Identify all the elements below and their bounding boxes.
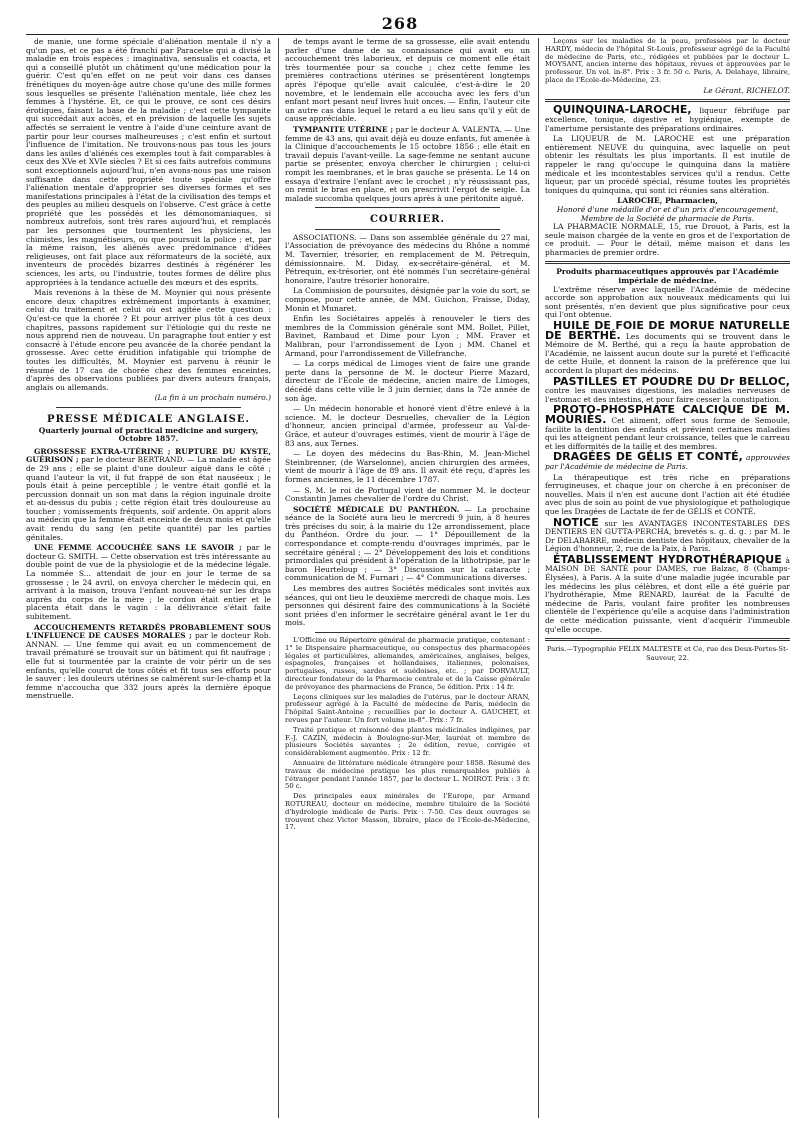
ad-title: ÉTABLISSEMENT HYDROTHÉRAPIQUE [553, 552, 782, 566]
article-title: UNE FEMME ACCOUCHÉE SANS LE SAVOIR ; [34, 543, 242, 553]
ad-body: Les documents qui se trouvent dans le Mémoire de M. Berthé, qui a reçu la haute approbation de l'Académie, ne laissent aucun doute sur la pureté et l'efficacité de cette Huile, et donnent la raison de la préférence que lui accordent la plupart des médecins. [545, 331, 790, 375]
column-divider [278, 38, 279, 1118]
ad-body: Cet aliment, offert sous forme de Semoule, facilite la dentition des enfants et prévient certaines maladies qui les atteignent pendant leur croissance, telles que le carreau et les difformités de la taille et des membres. [545, 415, 790, 451]
ad-body: La thérapeutique est très riche en préparations ferrugineuses, et chaque jour on cherche à en préconiser de nouvelles. Mais il n'en est aucune dont l'action ait été étudiée avec plus de soin au point de vue physiologique et pathologique que les Dragées de Lactate de fer de GÉLIS et CONTÉ. [545, 472, 790, 516]
ad-title: HUILE DE FOIE DE MORUE NATURELLE DE BERTHÉ. [545, 319, 790, 342]
paragraph: Les membres des autres Sociétés médicales sont invités aux séances, qui ont lieu le deuxième mercredi de chaque mois. Les personnes qui désirent faire des communications à la Société sont priées d'en informer le secrétaire général avant le 1er du mois. [285, 584, 530, 628]
paragraph: de temps avant le terme de sa grossesse, elle avait entendu parler d'une dame de sa connaissance qui avait eu un accouchement très laborieux, et depuis ce moment elle était très tourmentée pour sa couche ; chez cette femme les premières contractions utérines se présentèrent longtemps après l'époque qu'elle avait calculée, c'est-à-dire le 20 novembre, et le lendemain elle accoucha avec les fers d'un enfant mort pesant neuf livres huit onces. — Enfin, l'auteur cite un autre cas dans lequel le retard a eu lieu sans qu'il y eût de cause appréciable. [285, 38, 530, 124]
ad-body: contre les mauvaises digestions, les maladies nerveuses de l'estomac et des intestins, et pour faire cesser la constipation. [545, 386, 790, 404]
ad-title: QUINQUINA-LAROCHE, [553, 103, 692, 117]
paragraph: — Le doyen des médecins du Bas-Rhin, M. Jean-Michel Steinbrenner, (de Warselonne), ancien chirurgien des armées, vient de mourir à l'âge de 89 ans. Il avait été reçu, d'après les formes anciennes, le 11 décembre 1787. [285, 449, 530, 484]
ad-section-title: Produits pharmaceutiques approuvés par l'Académie impériale de médecine. [556, 267, 779, 286]
article-title: TYMPANITE UTÉRINE ; [293, 124, 394, 134]
divider [315, 229, 500, 230]
book-ad: Des principales eaux minérales de l'Europe, par Armand ROTUREAU, docteur en médecine, membre titulaire de la Société d'hydrologie médicale de Paris. Prix : 7-50. Ces deux ouvrages se trouvent chez Victor Masson, libraire, place de l'École-de-Médecine, 17. [285, 792, 530, 832]
paragraph: ASSOCIATIONS. — Dans son assemblée générale du 27 mai, l'Association de prévoyance des médecins du Rhône a nommé M. Tavernier, trésorier, en remplacement de M. Pétrequin, démissionnaire. M. Diday, ex-secrétaire-général, et M. Pétrequin, ex-trésorier, ont été nommés l'un secrétaire-général honoraire, l'autre trésorier honoraire. [285, 232, 530, 285]
ad-body: sur les AVANTAGES INCONTESTABLES DES DENTIERS EN GUTTA-PERCHA, brevetés s. g. d. g. ; par M. le Dr DELABARRE, médecin dentiste des hôpitaux, chevalier de la Légion d'honneur, 2, rue de la Paix, à Paris. [545, 518, 790, 554]
article-body: par le docteur G. SMITH. — Cette observation est très intéressante au double point de vue de la physiologie et de la médecine légale. La nommée S... attendait de jour en jour le terme de sa grossesse ; le 24 avril, on envoya chercher le médecin qui, en arrivant à la maison, trouva l'enfant nouveau-né sur les draps auprès du corps de la mère ; le cordon était entier et le placenta était dans le vagin : la délivrance s'était faite subitement. [26, 543, 271, 621]
ad-signature: LAROCHE, Pharmacien, [617, 196, 718, 206]
book-ad: Traité pratique et raisonné des plantes médicinales indigènes, par F.-J. CAZIN, médecin à Boulogne-sur-Mer, lauréat et membre de plusieurs Sociétés savantes ; 2e édition, revue, corrigée et considérablement augmentée. Prix : 12 fr. [285, 725, 530, 758]
ad-body: LA PHARMACIE NORMALE, 15, rue Drouot, à Paris, est la seule maison chargée de la vente en gros et de l'exportation de ce produit. — Pour le détail, même maison et dans les pharmacies de premier ordre. [545, 222, 790, 257]
ad-title: NOTICE [553, 515, 599, 529]
divider [545, 99, 790, 102]
paragraph: Enfin les Sociétaires appelés à renouveler le tiers des membres de la Commission générale sont MM. Bollet, Pillet, Bavinet, Rambaud et Dime pour Lyon ; MM. Fraver et Malibran, pour l'arrondissement de Lyon ; MM. Chanel et Armand, pour l'arrondissement de Villefranche. [285, 314, 530, 358]
column-middle [285, 38, 530, 1120]
ad-body: à MAISON DE SANTÉ pour DAMES, rue Balzac, 8 (Champs-Élysées), à Paris. A la suite d'une maladie jugée incurable par les médecins les plus célèbres, et dont elle a été guérie par l'hydrothérapie, Mme RENARD, lauréat de la Faculté de médecine de Paris, voulant faire profiter les nombreuses clientèle de l'expérience qu'elle a acquise dans l'administration de cette médication puissante, vient d'acquérir l'immeuble qu'elle occupe. [545, 555, 790, 634]
article-body: par le docteur A. VALENTA. — Une femme de 43 ans, qui avait déjà eu douze enfants, fut amenée à la Clinique d'accouchements le 15 octobre 1856 ; elle était en travail depuis l'avant-veille. La sage-femme ne sentant aucune partie se présenter, envoya chercher le chirurgien ; celui-ci rompit les membranes, et le bras gauche se présenta. Le 14 on essaya d'extraire l'enfant avec le crochet ; n'y réussissant pas, on remit le bras en place, et on prescrivit l'ergot de seigle. La malade succomba quelques jours après à une péritonite aiguë. [285, 124, 530, 203]
article-title: SOCIÉTÉ MÉDICALE DU PANTHÉON. [293, 504, 460, 514]
divider [56, 407, 241, 408]
page-number: 268 [381, 14, 419, 33]
ad-body: L'extrême réserve avec laquelle l'Académie de médecine accorde son approbation aux nouveaux médicaments qui lui sont présentés, n'en devient que plus significative pour ceux qui l'ont obtenue. [545, 284, 790, 320]
header-rule [26, 34, 788, 35]
ad-title: DRAGÉES DE GÉLIS ET CONTÉ, [553, 450, 743, 464]
paragraph: — S. M. le roi de Portugal vient de nommer M. le docteur Constantin James chevalier de l'ordre du Christ. [285, 485, 530, 504]
paragraph: La Commission de poursuites, désignée par la voie du sort, se compose, pour cette année, de MM. Guichon, Fraisse, Diday, Monin et Munaret. [285, 286, 530, 313]
column-left [26, 38, 271, 1120]
paragraph: Mais revenons à la thèse de M. Moynier qui nous présente encore deux chapitres extrêmement importants à examiner, celui du traitement et celui où est agitée cette question : Qu'est-ce que la chorée ? Et pour arriver plus tôt à ces deux chapitres, passons rapidement sur l'étiologie qui du reste ne nous apprend rien de nouveau. Un paragraphe tout entier y est consacré à l'étude encore peu avancée de la chorée pendant la grossesse. Avec cette érudition infatigable qui triomphe de toutes les difficultés, M. Moynier est parvenu à réunir le résumé de 17 cas de chorée chez des femmes enceintes, d'après des observations publiées par divers auteurs français, anglais ou allemands. [26, 288, 271, 392]
ad-title: PROTO-PHOSPHATE CALCIQUE DE M. MOURIÈS. [545, 403, 790, 426]
article-title: GROSSESSE EXTRA-UTÉRINE ; RUPTURE DU KYSTE, GUÉRISON ; [26, 446, 271, 465]
paragraph: — Un médecin honorable et honoré vient d'être enlevé à la science. M. le docteur Desruelles, chevalier de la Légion d'honneur, ancien principal d'armée, professeur au Val-de-Grâce, et auteur d'ouvrages estimés, vient de mourir à l'âge de 83 ans, aux Ternes. [285, 404, 530, 448]
continuation-note: (La fin à un prochain numéro.) [154, 393, 271, 403]
book-ad: Leçons sur les maladies de la peau, professées par le docteur HARDY, médecin de l'hôpital St-Louis, professeur agrégé de la Faculté de médecine de Paris, etc., rédigées et publiées par le docteur L. MOYSANT, ancien interne des hôpitaux, revues et approuvées par le professeur. Un vol. in-8°. Prix : 3 fr. 50 c. Paris, A. Delahaye, libraire, place de l'École-de-Médecine, 23. [545, 38, 790, 84]
ad-signature-sub: Honoré d'une médaille d'or et d'un prix d'encouragement, Membre de la Société de pharmacie de Paris. [556, 204, 779, 223]
paragraph: de manie, une forme spéciale d'aliénation mentale il n'y a qu'un pas, et ce pas a été franchi par Paracelse qui a divisé la maladie en trois espèces : imaginativa, sensualis et coacta, et qui a conseillé plutôt un châtiment qu'une médication pour la guérir. C'est qu'en effet on ne peut voir dans ces danses frénétiques du moyen-âge autre chose qu'une des mille formes sous lesquelles se présente l'aliénation mentale, liée chez les femmes à l'hystérie. Et, ce qui le prouve, ce sont ces désirs érotiques, faisant la base de la maladie ; c'est cette tympanite qui succédait aux accès, et en prévision de laquelle les sujets affectés se serraient le ventre à l'aide d'une ceinture avant de partir pour leur courses malheureuses ; c'est enfin et surtout l'influence de l'imitation. Ne trouvons-nous pas tous les jours dans les asiles d'aliénés ces exemples tout à fait comparables à ceux des XVe et XVIe siècles ? Et si ces faits autrefois communs sont exceptionnels aujourd'hui, n'en avons-nous pas une raison suffisante dans cette propriété toute spéciale qu'offre l'aliénation mentale d'approprier ses diverses formes et ses manifestations principales à l'état de la civilisation des temps et des peuples au milieu desquels on l'observe. C'est grâce à cette propriété que les possédés et les démonomaniaques, si nombreux autrefois, sont très rares aujourd'hui, et remplacés par les personnes que tourmentent les physiciens, les chimistes, les magnétiseurs, ou que poursuit la police ; et, par la même raison, les aliénés avec prédominance d'idées religieuses, ont fait place aux réformateurs de la société, aux inventeurs de procédés bizarres destinés à régénérer les sciences, les arts, ou l'industrie, toutes formes de délire plus appropriées à la tendance actuelle des mœurs et des esprits. [26, 38, 271, 287]
divider [545, 261, 790, 264]
article-body: — La prochaine séance de la Société aura lieu le mercredi 9 juin, à 8 heures très précises du soir, à la mairie du 12e arrondissement, place du Panthéon. Ordre du jour. — 1° Dépouillement de la correspondance et compte-rendu d'ouvrages imprimés, par le secrétaire général ; — 2° Développement des lois et conditions primordiales qui président à l'opération de la lithotripsie, par le baron Heurteloup ; — 3° Discussion sur la cataracte ; communication de M. Furnari ; — 4° Communications diverses. [285, 504, 530, 583]
book-ad: Leçons cliniques sur les maladies de l'utérus, par le docteur ARAN, professeur agrégé à la Faculté de médecine de Paris, médecin de l'hôpital Saint-Antoine ; recueillies par le docteur A. GAUCHET, et revues par l'auteur. Un fort volume in-8°. Prix : 7 fr. [285, 692, 530, 724]
ad-title: PASTILLES ET POUDRE DU Dr BELLOC, [553, 374, 790, 388]
ad-body: La LIQUEUR de M. LAROCHE est une préparation entièrement NEUVE du quinquina, avec laquelle on peut obtenir les résultats les plus importants. Il est inutile de rappeler le rang qu'occupe le quinquina dans la matière médicale et les incontestables services qu'il a rendus. Cette liqueur, par un procédé spécial, résume toutes les propriétés toniques du quinquina, qui sont ici réunies sans altération. [545, 134, 790, 195]
book-ad: Annuaire de littérature médicale étrangère pour 1858. Résumé des travaux de médecine pratique les plus remarquables publiés à l'étranger pendant l'année 1857, par le docteur L. NOIROT. Prix : 3 fr. 50 c. [285, 758, 530, 791]
gerant-signature: Le Gérant, RICHELOT. [703, 85, 790, 95]
section-title: PRESSE MÉDICALE ANGLAISE. [47, 413, 250, 425]
section-title: COURRIER. [369, 214, 446, 226]
article-title: ACCOUCHEMENTS RETARDÉS PROBABLEMENT SOUS L'INFLUENCE DE CAUSES MORALES ; [26, 622, 271, 641]
divider [315, 207, 500, 208]
ad-subtitle: approuvées par l'Académie de médecine de Paris. [545, 453, 790, 471]
ad-subtitle: liqueur fébrifuge par excellence, tonique, digestive et hygiénique, exempte de l'amertume persistante des préparations ordinaires. [545, 106, 790, 133]
divider [545, 638, 790, 641]
section-subtitle: Quarterly journal of practical medicine and surgery, Octobre 1857. [38, 425, 259, 444]
column-divider [538, 38, 539, 1118]
column-right [545, 38, 790, 1120]
printer-footer: Paris.—Typographie FÉLIX MALTESTE et Ce, rue des Deux-Portes-St-Sauveur, 22. [546, 645, 789, 662]
article-body: par le docteur BERTRAND. — La malade est âgée de 29 ans ; elle se plaint d'une douleur aiguë dans le côté ; quand l'auteur la vit, il fut frappé de son état nauséeux ; le pouls était à peine perceptible ; le ventre était gonflé et la percussion donnait un son mat dans la région inguinale droite et au-dessus du pubis ; cette région était très douloureuse au toucher ; vomissements fréquents, soif ardente. On apprit alors au médecin que la femme était enceinte de deux mois et qu'elle avait rendu du sang (en petite quantité) par les parties génitales. [26, 455, 271, 542]
divider [315, 632, 500, 633]
article-body: par le docteur Rob. ANNAN. — Une femme qui avait eu un commencement de travail prématuré se trouvait sur un bâtiment qui fit naufrage ; elle fut si tourmentée par la crainte de voir périr un de ses enfants, qu'elle courut de tous côtés et fit tous ses efforts pour le sauver : les douleurs utérines se calmèrent sur-le-champ et la femme n'accoucha que 332 jours après la dernière époque menstruelle. [26, 631, 271, 701]
paragraph: — La corps médical de Limoges vient de faire une grande perte dans la personne de M. le docteur Pierre Mazard, directeur de l'École de médecine, ancien maire de Limoges, décédé dans cette ville le 3 juin dernier, dans la 72e année de son âge. [285, 359, 530, 403]
book-ad: L'Officine ou Répertoire général de pharmacie pratique, contenant : 1° le Dispensaire pharmaceutique, ou conspectus des pharmacopées légales et particulières, allemandes, américaines, anglaises, belges, espagnoles, françaises et hollandaises, italiennes, polonaises, portugaises, russes, sardes et suédoises, etc. ; par DORVAULT, directeur fondateur de la Pharmacie centrale et de la Caisse générale de prévoyance des pharmaciens de France, 5e édition. Prix : 14 fr. [285, 636, 530, 691]
